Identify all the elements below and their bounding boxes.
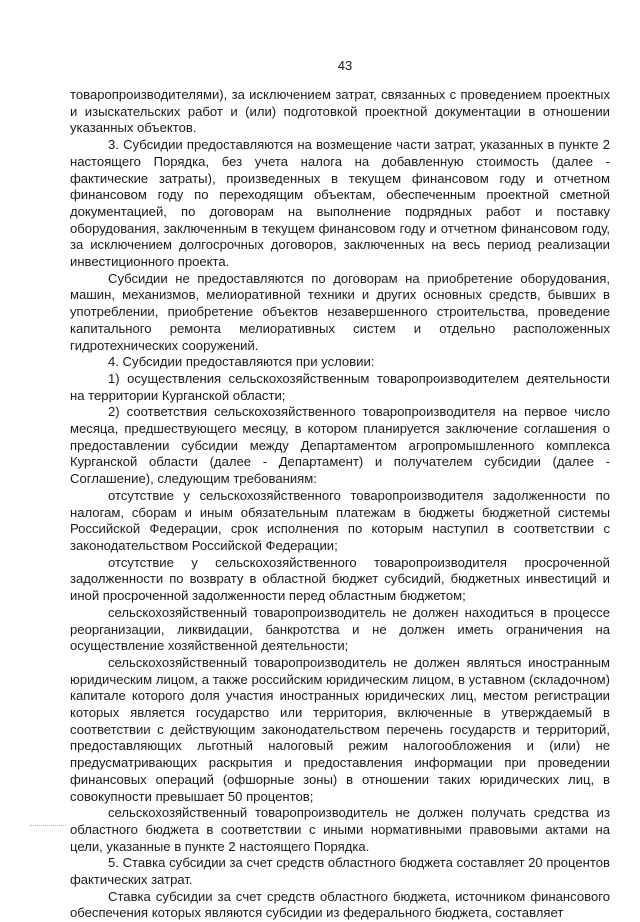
paragraph-7: отсутствие у сельскохозяйственного товаропроизводителя задолженности по налогам, сборам и иным обязательным платежам в бюджеты бюджетной системы Российской Федерации, срок исполнения по которым наступил в соответствии с законодательством Российской Федерации; xyxy=(70,487,610,553)
paragraph-8: отсутствие у сельскохозяйственного товаропроизводителя просроченной задолженности по возврату в областной бюджет субсидий, бюджетных инвестиций и иной просроченной задолженности перед областным бюджетом; xyxy=(70,554,610,604)
paragraph-5: 1) осуществления сельскохозяйственным товаропроизводителем деятельности на территории Курганской области; xyxy=(70,370,610,403)
paragraph-3: Субсидии не предоставляются по договорам на приобретение оборудования, машин, механизмов, мелиоративной техники и других основных средств, бывших в употреблении, приобретение объектов незавершенного строительства, проведение капитального ремонта мелиоративных систем и отдельно расположенных гидротехнических сооружений. xyxy=(70,270,610,353)
paragraph-1: товаропроизводителями), за исключением затрат, связанных с проведением проектных и изыскательских работ и (или) подготовкой проектной документации в отношении указанных объектов. xyxy=(70,87,610,136)
paragraph-13: Ставка субсидии за счет средств областного бюджета, источником финансового обеспечения которых являются субсидии из федерального бюджета, составляет xyxy=(70,888,610,921)
page-number: 43 xyxy=(337,58,353,73)
paragraph-10: сельскохозяйственный товаропроизводитель не должен являться иностранным юридическим лицом, а также российским юридическим лицом, в уставном (складочном) капитале которого доля участия иностранных юридических лиц, местом регистрации которых является государство или территория, включенные в утверждаемый в соответствии с действующим законодательством перечень государств и территорий, предоставляющих льготный налоговый режим налогообложения и (или) не предусматривающих раскрытия и предоставления информации при проведении финансовых операций (офшорные зоны) в отношении таких юридических лиц, в совокупности превышает 50 процентов; xyxy=(70,654,610,804)
paragraph-6: 2) соответствия сельскохозяйственного товаропроизводителя на первое число месяца, предшествующего месяцу, в котором планируется заключение соглашения о предоставлении субсидии между Департаментом агропромышленного комплекса Курганской области (далее - Департамент) и получателем субсидии (далее - Соглашение), следующим требованиям: xyxy=(70,404,610,487)
scan-artifact xyxy=(30,825,66,826)
paragraph-12: 5. Ставка субсидии за счет средств областного бюджета составляет 20 процентов фактических затрат. xyxy=(70,855,610,888)
paragraph-2: 3. Субсидии предоставляются на возмещение части затрат, указанных в пункте 2 настоящего Порядка, без учета налога на добавленную стоимость (далее - фактические затраты), произведенных в текущем финансовом году и отчетном финансовом году по переходящим объектам, обеспеченным проектной сметной документацией, по договорам на выполнение подрядных работ и поставку оборудования, заключенным в текущем финансовом году и отчетном финансовом году, за исключением долгосрочных договоров, заключенных на весь период реализации инвестиционного проекта. xyxy=(70,137,610,270)
paragraph-11: сельскохозяйственный товаропроизводитель не должен получать средства из областного бюджета в соответствии с иными нормативными правовыми актами на цели, указанные в пункте 2 настоящего Порядка. xyxy=(70,805,610,854)
paragraph-9: сельскохозяйственный товаропроизводитель не должен находиться в процессе реорганизации, ликвидации, банкротства и не должен иметь ограничения на осуществление хозяйственной деятельности; xyxy=(70,604,610,654)
paragraph-4: 4. Субсидии предоставляются при условии: xyxy=(108,354,375,370)
